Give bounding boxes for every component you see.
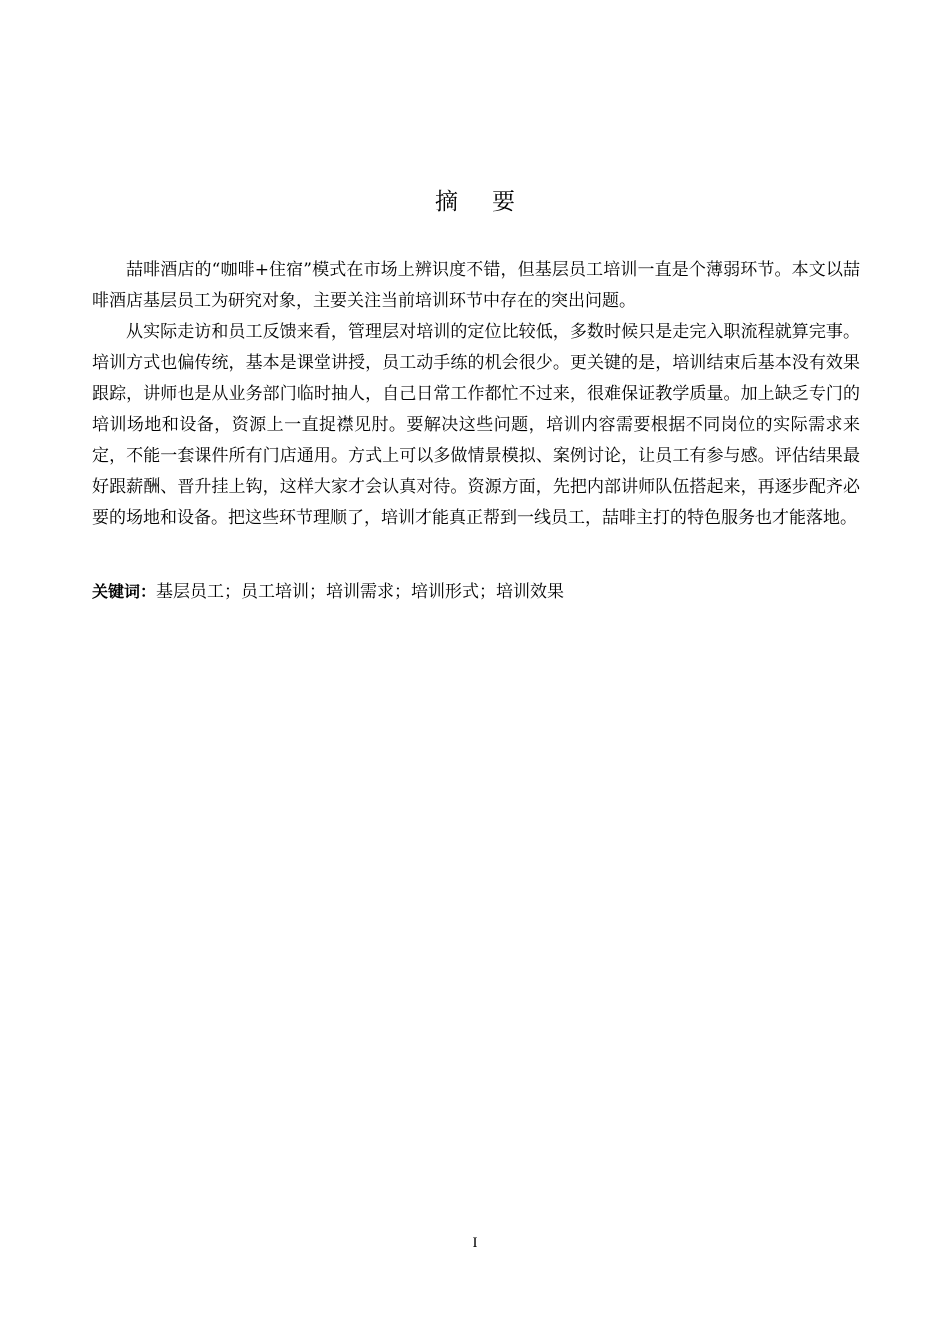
abstract-paragraph-2: 从实际走访和员工反馈来看，管理层对培训的定位比较低，多数时候只是走完入职流程就算完事。培训方式也偏传统，基本是课堂讲授，员工动手练的机会很少。更关键的是，培训结束后基本没有效果跟踪，讲师也是从业务部门临时抽人，自己日常工作都忙不过来，很难保证教学质量。加上缺乏专门的培训场地和设备，资源上一直捉襟见肘。要解决这些问题，培训内容需要根据不同岗位的实际需求来定，不能一套课件所有门店通用。方式上可以多做情景模拟、案例讨论，让员工有参与感。评估结果最好跟薪酬、晋升挂上钩，这样大家才会认真对待。资源方面，先把内部讲师队伍搭起来，再逐步配齐必要的场地和设备。把这些环节理顺了，培训才能真正帮到一线员工，喆啡主打的特色服务也才能落地。 bbox=[92, 322, 860, 528]
page-number: I bbox=[472, 1235, 478, 1251]
page-title: 摘要 bbox=[435, 189, 549, 215]
abstract-paragraph-1: 喆啡酒店的“咖啡+住宿”模式在市场上辨识度不错，但基层员工培训一直是个薄弱环节。本文以喆啡酒店基层员工为研究对象，主要关注当前培训环节中存在的突出问题。 bbox=[92, 260, 860, 311]
keywords-line bbox=[92, 579, 860, 605]
abstract-body bbox=[92, 255, 860, 534]
keywords-text: 基层员工；员工培训；培训需求；培训形式；培训效果 bbox=[156, 582, 565, 602]
keywords-label: 关键词： bbox=[92, 582, 157, 601]
